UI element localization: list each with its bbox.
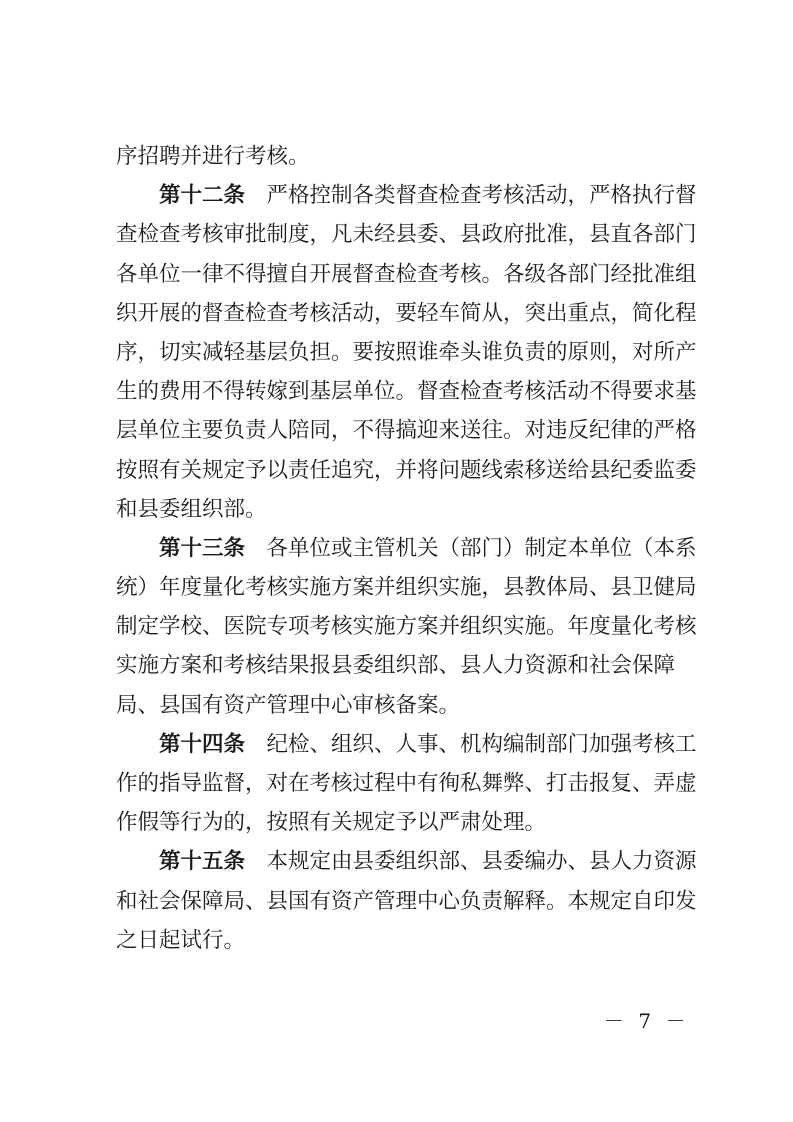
article-heading: 第十五条 <box>159 849 246 875</box>
text-line: 各单位一律不得擅自开展督查检查考核。各级各部门经批准组 <box>116 261 697 287</box>
text-line: 生的费用不得转嫁到基层单位。督查检查考核活动不得要求基 <box>116 379 697 405</box>
text-line: 和县委组织部。 <box>116 496 267 522</box>
text-line: 层单位主要负责人陪同，不得搞迎来送往。对违反纪律的严格 <box>116 418 697 444</box>
text-line: 作的指导监督，对在考核过程中有徇私舞弊、打击报复、弄虚 <box>116 771 697 796</box>
text-line: 之日起试行。 <box>116 927 246 953</box>
article-heading: 第十三条 <box>159 535 246 561</box>
text-line: 查检查考核审批制度，凡未经县委、县政府批准，县直各部门 <box>116 222 697 248</box>
text-line: 实施方案和考核结果报县委组织部、县人力资源和社会保障 <box>116 653 676 679</box>
article-line: 第十五条 本规定由县委组织部、县委编办、县人力资源 <box>159 849 697 875</box>
article-heading: 第十二条 <box>159 183 246 209</box>
text-line: 按照有关规定予以责任追究，并将问题线索移送给县纪委监委 <box>116 457 697 483</box>
article-line: 第十二条 严格控制各类督查检查考核活动，严格执行督 <box>159 183 697 209</box>
page-number: － 7 － <box>604 1009 690 1033</box>
article-heading: 第十四条 <box>159 731 246 757</box>
text-line: 序，切实减轻基层负担。要按照谁牵头谁负责的原则，对所产 <box>116 339 697 365</box>
text-line: 作假等行为的，按照有关规定予以严肃处理。 <box>116 810 547 836</box>
text-line: 织开展的督查检查考核活动，要轻车简从，突出重点，简化程 <box>116 300 697 326</box>
text-line: 局、县国有资产管理中心审核备案。 <box>116 692 461 718</box>
text-line: 序招聘并进行考核。 <box>116 144 310 169</box>
body-text <box>116 137 697 960</box>
article-line: 第十三条 各单位或主管机关（部门）制定本单位（本系 <box>159 535 697 561</box>
text-line: 和社会保障局、县国有资产管理中心负责解释。本规定自印发 <box>116 888 697 914</box>
article-line: 第十四条 纪检、组织、人事、机构编制部门加强考核工 <box>159 731 697 757</box>
text-line: 统）年度量化考核实施方案并组织实施，县教体局、县卫健局 <box>116 575 697 601</box>
text-line: 制定学校、医院专项考核实施方案并组织实施。年度量化考核 <box>116 614 697 640</box>
